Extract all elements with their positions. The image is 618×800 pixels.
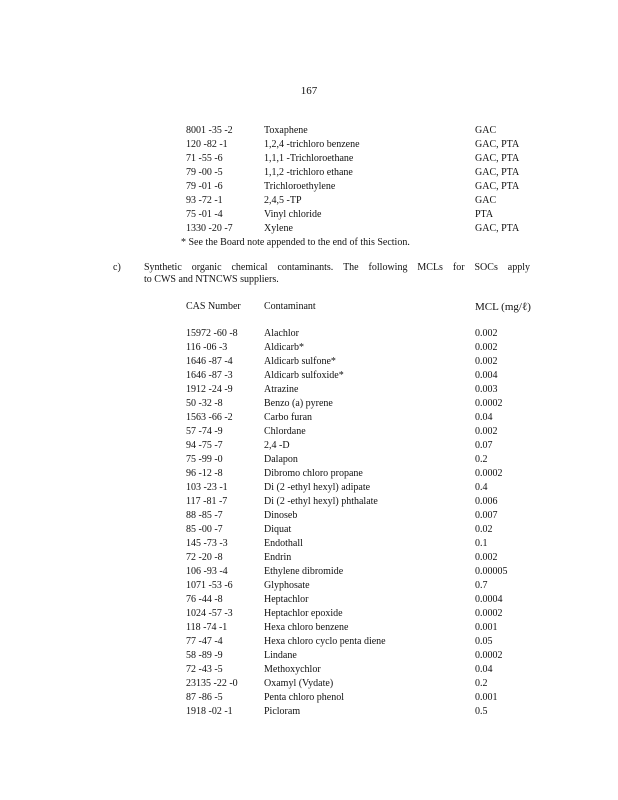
contaminant-cell: Di (2 -ethyl hexyl) adipate bbox=[264, 482, 371, 493]
table-row bbox=[186, 166, 555, 180]
table-row bbox=[186, 138, 555, 152]
mcl-cell: 0.0004 bbox=[475, 594, 503, 605]
contaminant-cell: Penta chloro phenol bbox=[264, 692, 344, 703]
table-row bbox=[186, 355, 555, 369]
contaminant-cell: Endrin bbox=[264, 552, 292, 563]
mcl-cell: 0.5 bbox=[475, 706, 488, 717]
contaminant-cell: Trichloroethylene bbox=[264, 181, 336, 192]
contaminant-cell: Heptachlor epoxide bbox=[264, 608, 343, 619]
mcl-cell: 0.7 bbox=[475, 580, 488, 591]
contaminant-cell: 2,4 -D bbox=[264, 440, 290, 451]
mcl-cell: 0.006 bbox=[475, 496, 498, 507]
mcl-cell: 0.4 bbox=[475, 482, 488, 493]
table-row bbox=[186, 397, 555, 411]
table-row bbox=[186, 411, 555, 425]
mcl-cell: 0.1 bbox=[475, 538, 488, 549]
table-row bbox=[186, 523, 555, 537]
soc-table-header bbox=[186, 300, 555, 314]
contaminant-cell: Aldicarb sulfone* bbox=[264, 356, 336, 367]
section-intro-line-2: to CWS and NTNCWS suppliers. bbox=[144, 274, 279, 285]
mcl-cell: 0.04 bbox=[475, 664, 493, 675]
cas-number-cell: 15972 -60 -8 bbox=[186, 328, 238, 339]
cas-number-cell: 87 -86 -5 bbox=[186, 692, 223, 703]
mcl-cell: 0.002 bbox=[475, 426, 498, 437]
cas-number-cell: 117 -81 -7 bbox=[186, 496, 228, 507]
cas-number-cell: 120 -82 -1 bbox=[186, 139, 228, 150]
contaminant-cell: Chlordane bbox=[264, 426, 306, 437]
column-header-mcl: MCL (mg/ℓ) bbox=[475, 301, 531, 313]
contaminant-cell: Dalapon bbox=[264, 454, 298, 465]
column-header-cas-number: CAS Number bbox=[186, 301, 241, 312]
cas-number-cell: 116 -06 -3 bbox=[186, 342, 228, 353]
contaminant-cell: Alachlor bbox=[264, 328, 299, 339]
contaminant-cell: 1,1,2 -trichloro ethane bbox=[264, 167, 353, 178]
treatment-cell: GAC, PTA bbox=[475, 167, 520, 178]
contaminant-cell: Endothall bbox=[264, 538, 303, 549]
cas-number-cell: 1918 -02 -1 bbox=[186, 706, 233, 717]
contaminant-cell: Glyphosate bbox=[264, 580, 310, 591]
page-number: 167 bbox=[300, 85, 318, 97]
treatment-cell: PTA bbox=[475, 209, 494, 220]
mcl-cell: 0.2 bbox=[475, 454, 488, 465]
table-row bbox=[186, 649, 555, 663]
table-row bbox=[186, 327, 555, 341]
treatment-cell: GAC, PTA bbox=[475, 181, 520, 192]
contaminant-cell: Ethylene dibromide bbox=[264, 566, 344, 577]
table-row bbox=[186, 481, 555, 495]
contaminant-cell: Dinoseb bbox=[264, 510, 298, 521]
contaminant-cell: Aldicarb* bbox=[264, 342, 304, 353]
table-row bbox=[186, 467, 555, 481]
cas-number-cell: 23135 -22 -0 bbox=[186, 678, 238, 689]
mcl-cell: 0.2 bbox=[475, 678, 488, 689]
mcl-cell: 0.00005 bbox=[475, 566, 508, 577]
cas-number-cell: 93 -72 -1 bbox=[186, 195, 223, 206]
column-header-contaminant: Contaminant bbox=[264, 301, 316, 312]
contaminant-cell: 1,1,1 -Trichloroethane bbox=[264, 153, 354, 164]
mcl-cell: 0.001 bbox=[475, 692, 498, 703]
cas-number-cell: 145 -73 -3 bbox=[186, 538, 228, 549]
contaminant-cell: 1,2,4 -trichloro benzene bbox=[264, 139, 360, 150]
table-row bbox=[186, 537, 555, 551]
cas-number-cell: 58 -89 -9 bbox=[186, 650, 223, 661]
contaminant-cell: Heptachlor bbox=[264, 594, 309, 605]
contaminant-cell: Xylene bbox=[264, 223, 293, 234]
cas-number-cell: 103 -23 -1 bbox=[186, 482, 228, 493]
treatment-cell: GAC bbox=[475, 195, 497, 206]
voc-treatment-table bbox=[186, 124, 555, 236]
contaminant-cell: Hexa chloro cyclo penta diene bbox=[264, 636, 386, 647]
treatment-cell: GAC bbox=[475, 125, 497, 136]
cas-number-cell: 79 -01 -6 bbox=[186, 181, 223, 192]
table-row bbox=[186, 691, 555, 705]
cas-number-cell: 57 -74 -9 bbox=[186, 426, 223, 437]
cas-number-cell: 1646 -87 -4 bbox=[186, 356, 233, 367]
mcl-cell: 0.07 bbox=[475, 440, 493, 451]
mcl-cell: 0.002 bbox=[475, 328, 498, 339]
contaminant-cell: Hexa chloro benzene bbox=[264, 622, 349, 633]
cas-number-cell: 1024 -57 -3 bbox=[186, 608, 233, 619]
table-row bbox=[186, 635, 555, 649]
contaminant-cell: Di (2 -ethyl hexyl) phthalate bbox=[264, 496, 378, 507]
cas-number-cell: 118 -74 -1 bbox=[186, 622, 228, 633]
soc-mcl-table bbox=[186, 327, 555, 719]
cas-number-cell: 1563 -66 -2 bbox=[186, 412, 233, 423]
cas-number-cell: 94 -75 -7 bbox=[186, 440, 223, 451]
mcl-cell: 0.04 bbox=[475, 412, 493, 423]
table-row bbox=[186, 607, 555, 621]
cas-number-cell: 75 -99 -0 bbox=[186, 454, 223, 465]
mcl-cell: 0.0002 bbox=[475, 608, 503, 619]
table-row bbox=[186, 677, 555, 691]
contaminant-cell: 2,4,5 -TP bbox=[264, 195, 302, 206]
section-intro-text bbox=[144, 262, 530, 286]
cas-number-cell: 71 -55 -6 bbox=[186, 153, 223, 164]
table-row bbox=[186, 495, 555, 509]
table-row bbox=[186, 222, 555, 236]
table-row bbox=[186, 425, 555, 439]
cas-number-cell: 77 -47 -4 bbox=[186, 636, 223, 647]
contaminant-cell: Benzo (a) pyrene bbox=[264, 398, 333, 409]
board-note-footnote: * See the Board note appended to the end of this Section. bbox=[181, 237, 410, 248]
cas-number-cell: 1071 -53 -6 bbox=[186, 580, 233, 591]
contaminant-cell: Dibromo chloro propane bbox=[264, 468, 363, 479]
table-row bbox=[186, 208, 555, 222]
cas-number-cell: 1330 -20 -7 bbox=[186, 223, 233, 234]
contaminant-cell: Diquat bbox=[264, 524, 292, 535]
cas-number-cell: 1646 -87 -3 bbox=[186, 370, 233, 381]
contaminant-cell: Vinyl chloride bbox=[264, 209, 322, 220]
cas-number-cell: 79 -00 -5 bbox=[186, 167, 223, 178]
contaminant-cell: Lindane bbox=[264, 650, 297, 661]
table-row bbox=[186, 453, 555, 467]
contaminant-cell: Carbo furan bbox=[264, 412, 313, 423]
contaminant-cell: Methoxychlor bbox=[264, 664, 321, 675]
contaminant-cell: Atrazine bbox=[264, 384, 299, 395]
mcl-cell: 0.003 bbox=[475, 384, 498, 395]
mcl-cell: 0.05 bbox=[475, 636, 493, 647]
mcl-cell: 0.007 bbox=[475, 510, 498, 521]
table-row bbox=[186, 152, 555, 166]
table-row bbox=[186, 341, 555, 355]
contaminant-cell: Oxamyl (Vydate) bbox=[264, 678, 334, 689]
table-row bbox=[186, 194, 555, 208]
contaminant-cell: Picloram bbox=[264, 706, 301, 717]
table-row bbox=[186, 579, 555, 593]
table-row bbox=[186, 621, 555, 635]
cas-number-cell: 72 -43 -5 bbox=[186, 664, 223, 675]
table-row bbox=[186, 383, 555, 397]
mcl-cell: 0.0002 bbox=[475, 468, 503, 479]
mcl-cell: 0.004 bbox=[475, 370, 498, 381]
table-row bbox=[186, 369, 555, 383]
table-row bbox=[186, 509, 555, 523]
cas-number-cell: 75 -01 -4 bbox=[186, 209, 223, 220]
cas-number-cell: 1912 -24 -9 bbox=[186, 384, 233, 395]
table-row bbox=[186, 705, 555, 719]
cas-number-cell: 8001 -35 -2 bbox=[186, 125, 233, 136]
mcl-cell: 0.0002 bbox=[475, 650, 503, 661]
table-row bbox=[186, 663, 555, 677]
section-intro-line-1: Synthetic organic chemical contaminants. The following MCLs for SOCs apply bbox=[144, 262, 530, 273]
cas-number-cell: 85 -00 -7 bbox=[186, 524, 223, 535]
mcl-cell: 0.002 bbox=[475, 552, 498, 563]
mcl-cell: 0.0002 bbox=[475, 398, 503, 409]
contaminant-cell: Aldicarb sulfoxide* bbox=[264, 370, 344, 381]
section-label: c) bbox=[113, 262, 121, 273]
table-row bbox=[186, 439, 555, 453]
table-row bbox=[186, 565, 555, 579]
table-row bbox=[186, 124, 555, 138]
cas-number-cell: 106 -93 -4 bbox=[186, 566, 228, 577]
table-row bbox=[186, 551, 555, 565]
contaminant-cell: Toxaphene bbox=[264, 125, 308, 136]
cas-number-cell: 88 -85 -7 bbox=[186, 510, 223, 521]
table-row bbox=[186, 180, 555, 194]
treatment-cell: GAC, PTA bbox=[475, 153, 520, 164]
mcl-cell: 0.002 bbox=[475, 342, 498, 353]
mcl-cell: 0.001 bbox=[475, 622, 498, 633]
mcl-cell: 0.002 bbox=[475, 356, 498, 367]
mcl-cell: 0.02 bbox=[475, 524, 493, 535]
treatment-cell: GAC, PTA bbox=[475, 139, 520, 150]
table-row bbox=[186, 593, 555, 607]
cas-number-cell: 72 -20 -8 bbox=[186, 552, 223, 563]
cas-number-cell: 96 -12 -8 bbox=[186, 468, 223, 479]
cas-number-cell: 76 -44 -8 bbox=[186, 594, 223, 605]
cas-number-cell: 50 -32 -8 bbox=[186, 398, 223, 409]
treatment-cell: GAC, PTA bbox=[475, 223, 520, 234]
